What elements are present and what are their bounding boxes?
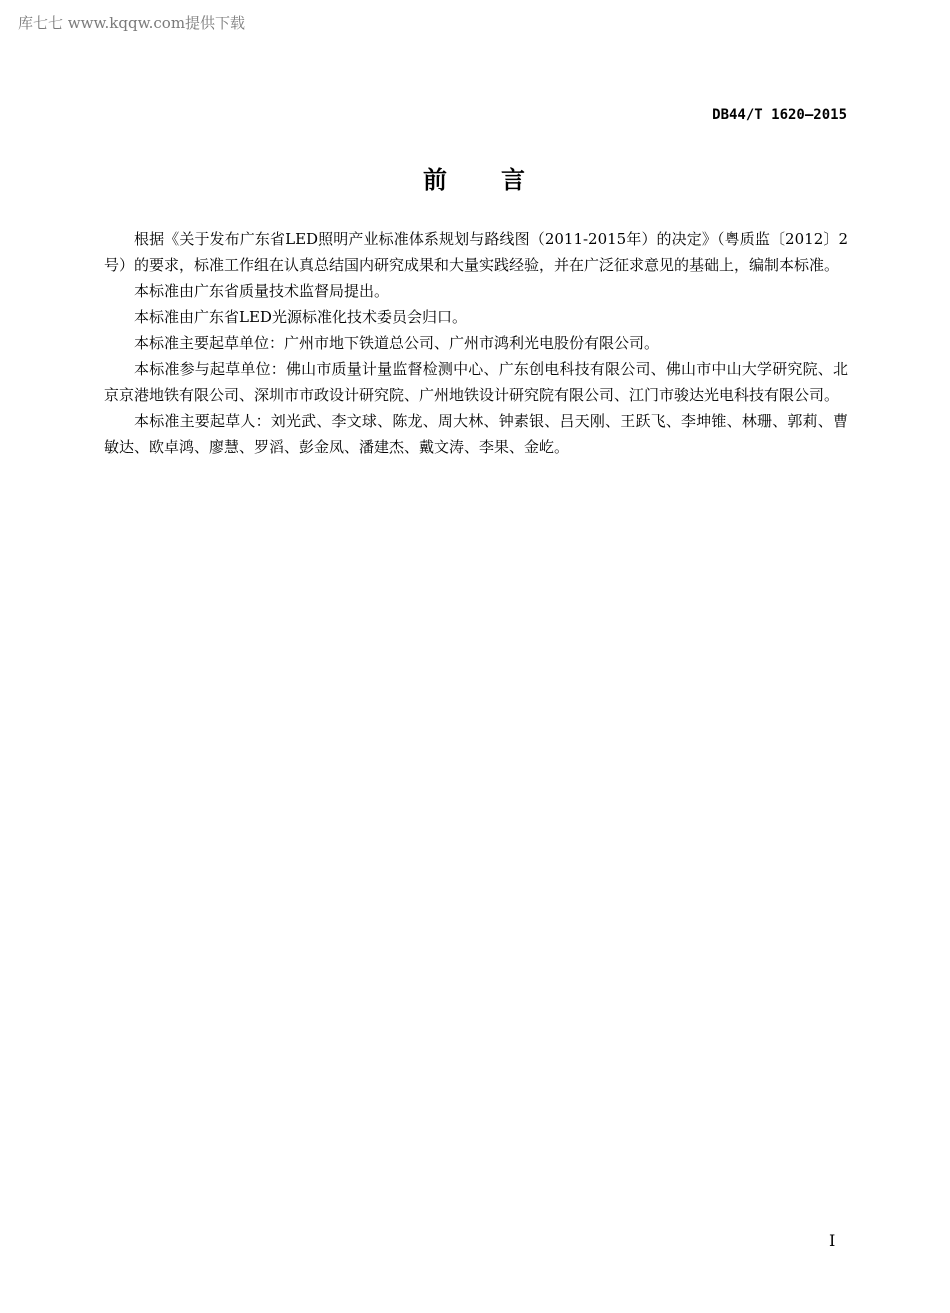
paragraph-main-drafting-units: 本标准主要起草单位：广州市地下铁道总公司、广州市鸿利光电股份有限公司。 [134,334,660,352]
watermark-text: 库七七 www.kqqw.com提供下载 [18,14,246,32]
paragraph-main-drafters: 本标准主要起草人：刘光武、李文球、陈龙、周大林、钟素银、吕天刚、王跃飞、李坤锥、林珊、郭莉、曹敏达、欧卓鸿、廖慧、罗滔、彭金凤、潘建杰、戴文涛、李果、金屹。 [104,412,848,456]
document-code: DB44/T 1620—2015 [712,107,847,123]
paragraph-proposer: 本标准由广东省质量技术监督局提出。 [134,282,390,300]
paragraph-committee: 本标准由广东省LED光源标准化技术委员会归口。 [134,308,467,326]
paragraph-basis: 根据《关于发布广东省LED照明产业标准体系规划与路线图（2011-2015年）的决定》（粤质监〔2012〕2号）的要求，标准工作组在认真总结国内研究成果和大量实践经验，并在广泛征求意见的基础上，编制本标准。 [104,230,848,274]
page-number: I [829,1231,836,1250]
paragraph-participating-units: 本标准参与起草单位：佛山市质量计量监督检测中心、广东创电科技有限公司、佛山市中山大学研究院、北京京港地铁有限公司、深圳市市政设计研究院、广州地铁设计研究院有限公司、江门市骏达光电科技有限公司。 [104,360,848,404]
foreword-body [104,226,848,460]
page-title: 前 言 [423,166,527,194]
